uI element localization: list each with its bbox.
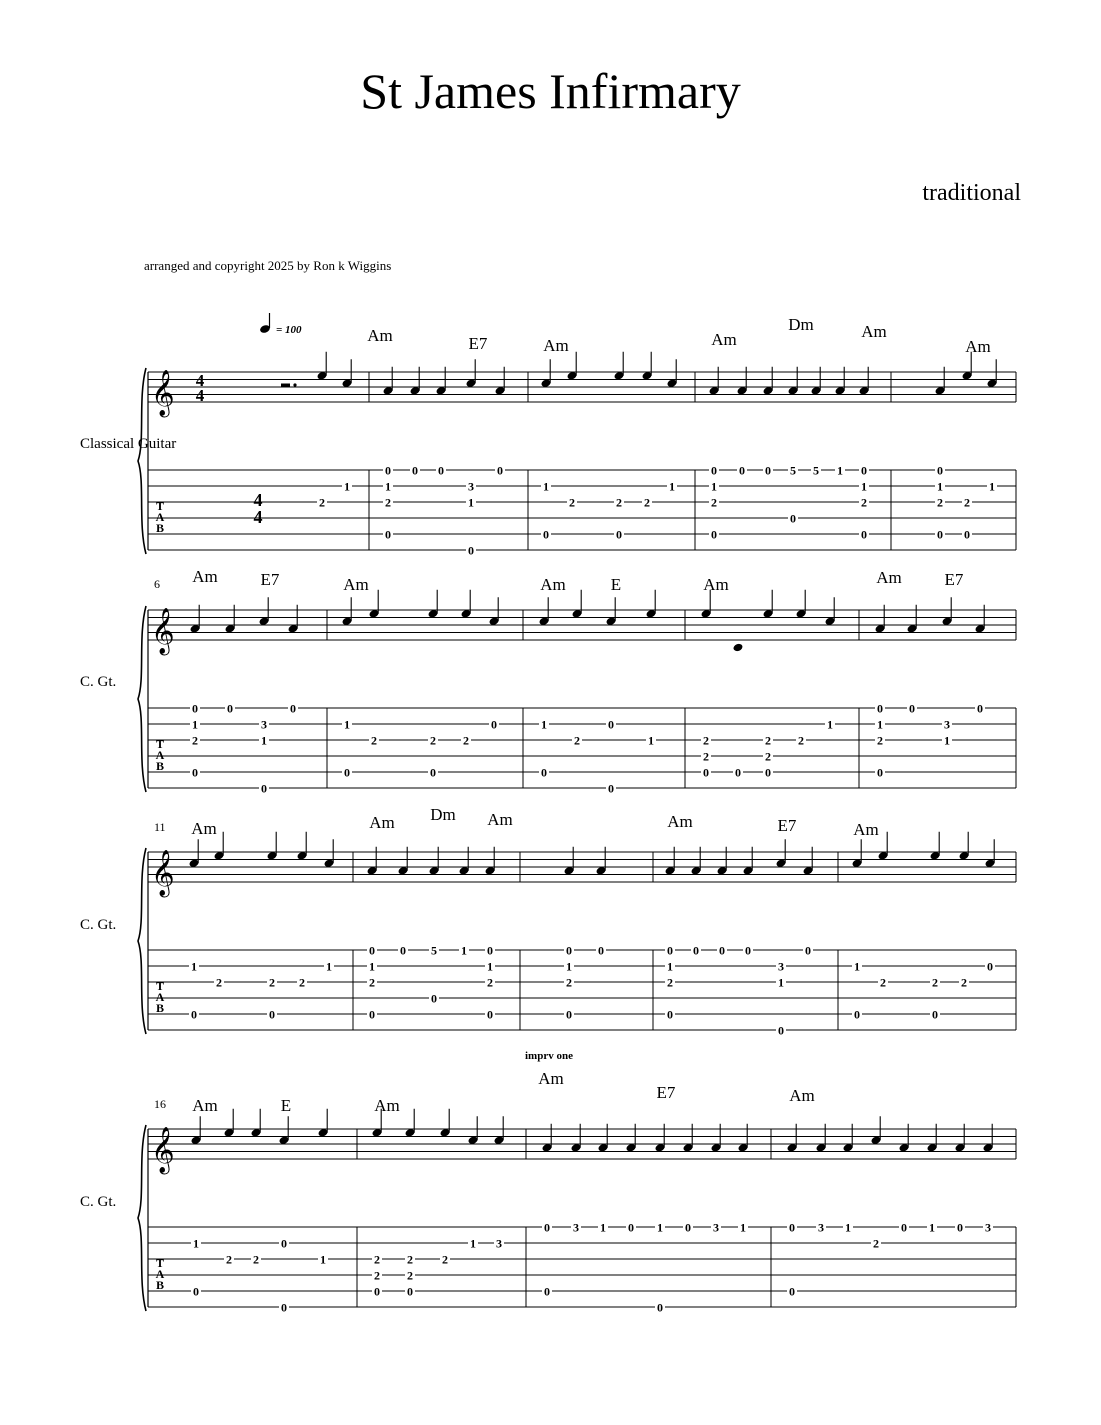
tab-number: 0 [765, 463, 771, 478]
tab-number: 2 [961, 975, 967, 990]
tab-number: 0 [431, 991, 437, 1006]
tab-number: 0 [854, 1007, 860, 1022]
tab-clef-letter: T [155, 737, 165, 751]
instrument-label: C. Gt. [80, 917, 117, 933]
tab-number: 2 [574, 733, 580, 748]
chord-symbol: E [610, 575, 622, 594]
tab-number: 2 [937, 495, 943, 510]
chord-symbol: Am [853, 820, 879, 839]
treble-clef-icon: 𝄞 [151, 370, 175, 415]
tab-number: 2 [616, 495, 622, 510]
tab-number: 0 [901, 1220, 907, 1235]
tab-number: 0 [497, 463, 503, 478]
rehearsal-mark: imprv one [525, 1050, 573, 1062]
tab-number: 0 [628, 1220, 634, 1235]
tab-clef-letter: A [155, 990, 165, 1004]
tab-clef-letter: B [155, 1278, 165, 1292]
tab-number: 0 [566, 943, 572, 958]
tab-number: 2 [880, 975, 886, 990]
tab-number: 1 [326, 959, 332, 974]
tab-clef-letter: A [155, 748, 165, 762]
tab-number: 0 [735, 765, 741, 780]
dot [293, 383, 296, 386]
tab-number: 1 [740, 1220, 746, 1235]
tab-number: 2 [319, 495, 325, 510]
tab-number: 2 [964, 495, 970, 510]
tab-number: 1 [944, 733, 950, 748]
tab-number: 2 [192, 733, 198, 748]
tab-number: 0 [685, 1220, 691, 1235]
measure [701, 575, 836, 780]
tab-number: 0 [790, 511, 796, 526]
tab-number: 1 [193, 1236, 199, 1251]
tab-number: 3 [818, 1220, 824, 1235]
tab-number: 1 [669, 479, 675, 494]
tab-clef-letter: T [155, 1256, 165, 1270]
tab-number: 1 [711, 479, 717, 494]
tab-number: 2 [566, 975, 572, 990]
tab-number: 1 [854, 959, 860, 974]
measure [564, 847, 607, 1022]
tab-clef-letter: T [155, 499, 165, 513]
treble-clef-icon: 𝄞 [151, 1127, 175, 1172]
system-3 [80, 805, 1016, 1038]
tab-number: 0 [667, 943, 673, 958]
tab-number: 0 [937, 463, 943, 478]
chord-symbol: Am [192, 1096, 218, 1115]
tab-number: 3 [713, 1220, 719, 1235]
tab-number: 0 [191, 1007, 197, 1022]
measure [875, 568, 986, 780]
tab-number: 0 [491, 717, 497, 732]
tab-number: 0 [937, 527, 943, 542]
tab-number: 0 [544, 1220, 550, 1235]
tab-number: 1 [468, 495, 474, 510]
chord-symbol: Am [369, 813, 395, 832]
tab-number: 3 [944, 717, 950, 732]
chord-symbol: Am [374, 1096, 400, 1115]
notehead-icon [733, 643, 744, 653]
tab-number: 1 [778, 975, 784, 990]
tab-number: 2 [385, 495, 391, 510]
tab-number: 3 [985, 1220, 991, 1235]
chord-symbol: Am [703, 575, 729, 594]
tab-number: 1 [192, 717, 198, 732]
tab-number: 2 [569, 495, 575, 510]
tab-number: 2 [873, 1236, 879, 1251]
chord-symbol: Am [965, 337, 991, 356]
tab-number: 0 [487, 1007, 493, 1022]
tab-number: 0 [861, 527, 867, 542]
tab-number: 0 [468, 543, 474, 558]
chord-symbol: E7 [777, 816, 797, 835]
measure [372, 1096, 505, 1299]
system-brace [138, 368, 146, 554]
tab-number: 0 [566, 1007, 572, 1022]
tab-number: 2 [703, 749, 709, 764]
tab-number: 1 [667, 959, 673, 974]
tab-number: 0 [711, 463, 717, 478]
tab-clef-letter: B [155, 521, 165, 535]
tab-number: 0 [412, 463, 418, 478]
tab-number: 1 [929, 1220, 935, 1235]
tab-number: 2 [299, 975, 305, 990]
tab-number: 0 [385, 463, 391, 478]
chord-symbol: E [280, 1096, 292, 1115]
tab-number: 1 [385, 479, 391, 494]
instrument-label: Classical Guitar [80, 436, 177, 452]
tab-number: 0 [192, 765, 198, 780]
system-2 [80, 567, 1016, 796]
tab-time-bottom: 4 [253, 507, 263, 527]
tab-number: 0 [430, 765, 436, 780]
tab-number: 5 [790, 463, 796, 478]
chord-symbol: Am [789, 1086, 815, 1105]
tab-number: 2 [644, 495, 650, 510]
tab-clef-letter: A [155, 1267, 165, 1281]
tempo-text: = 100 [276, 324, 302, 336]
tab-number: 1 [344, 479, 350, 494]
tab-number: 0 [977, 701, 983, 716]
tab-number: 0 [369, 1007, 375, 1022]
tab-number: 2 [407, 1252, 413, 1267]
tab-number: 0 [861, 463, 867, 478]
system-brace [138, 1125, 146, 1311]
tab-number: 2 [269, 975, 275, 990]
tab-number: 3 [468, 479, 474, 494]
tab-number: 0 [385, 527, 391, 542]
tab-number: 1 [837, 463, 843, 478]
tab-number: 0 [438, 463, 444, 478]
instrument-label: C. Gt. [80, 674, 117, 690]
chord-symbol: E7 [468, 334, 488, 353]
tab-number: 2 [703, 733, 709, 748]
measure [342, 575, 500, 780]
tab-time-top: 4 [253, 490, 263, 510]
measure [709, 315, 887, 542]
chord-symbol: E7 [944, 570, 964, 589]
tab-number: 0 [789, 1220, 795, 1235]
tab-number: 0 [400, 943, 406, 958]
tab-number: 2 [371, 733, 377, 748]
treble-clef-icon: 𝄞 [151, 850, 175, 895]
tab-number: 1 [470, 1236, 476, 1251]
tab-number: 0 [193, 1284, 199, 1299]
measure [541, 336, 678, 542]
tab-number: 0 [693, 943, 699, 958]
tab-number: 0 [407, 1284, 413, 1299]
system-brace [138, 606, 146, 792]
tab-number: 0 [608, 717, 614, 732]
tab-number: 0 [739, 463, 745, 478]
arranger-credit: arranged and copyright 2025 by Ron k Wiggins [144, 258, 392, 273]
tab-number: 1 [937, 479, 943, 494]
tab-number: 0 [719, 943, 725, 958]
chord-symbol: Dm [788, 315, 814, 334]
tab-number: 2 [430, 733, 436, 748]
tab-number: 0 [227, 701, 233, 716]
tab-number: 1 [369, 959, 375, 974]
tab-number: 2 [765, 749, 771, 764]
chord-symbol: Am [543, 336, 569, 355]
tab-number: 0 [789, 1284, 795, 1299]
chord-symbol: Am [191, 819, 217, 838]
measure-number: 6 [154, 577, 160, 591]
tab-number: 0 [667, 1007, 673, 1022]
tab-number: 1 [461, 943, 467, 958]
tab-number: 1 [543, 479, 549, 494]
tab-number: 1 [827, 717, 833, 732]
tab-number: 2 [932, 975, 938, 990]
instrument-label: C. Gt. [80, 1194, 117, 1210]
chord-symbol: Am [540, 575, 566, 594]
tab-number: 3 [261, 717, 267, 732]
tab-number: 2 [798, 733, 804, 748]
tab-number: 1 [191, 959, 197, 974]
chord-symbol: Am [538, 1069, 564, 1088]
tab-number: 2 [487, 975, 493, 990]
tab-number: 0 [964, 527, 970, 542]
tab-number: 1 [487, 959, 493, 974]
tab-number: 0 [877, 765, 883, 780]
chord-symbol: Am [343, 575, 369, 594]
tab-number: 1 [877, 717, 883, 732]
tab-number: 2 [667, 975, 673, 990]
measure [189, 819, 335, 1022]
tab-number: 1 [657, 1220, 663, 1235]
tab-number: 2 [861, 495, 867, 510]
tab-number: 2 [374, 1252, 380, 1267]
tab-number: 2 [442, 1252, 448, 1267]
tab-number: 1 [861, 479, 867, 494]
tab-number: 5 [431, 943, 437, 958]
tab-number: 3 [573, 1220, 579, 1235]
tab-number: 0 [192, 701, 198, 716]
tab-number: 3 [496, 1236, 502, 1251]
tab-number: 1 [566, 959, 572, 974]
tab-number: 0 [778, 1023, 784, 1038]
measure-number: 11 [154, 820, 166, 834]
chord-symbol: Am [876, 568, 902, 587]
chord-symbol: Am [487, 810, 513, 829]
tab-clef-letter: A [155, 510, 165, 524]
tab-number: 0 [487, 943, 493, 958]
chord-symbol: Am [192, 567, 218, 586]
tab-number: 0 [543, 527, 549, 542]
tab-number: 0 [703, 765, 709, 780]
system-1 [80, 315, 1016, 558]
score-title: St James Infirmary [360, 63, 741, 119]
tab-number: 0 [269, 1007, 275, 1022]
chord-symbol: Dm [430, 805, 456, 824]
tab-number: 0 [932, 1007, 938, 1022]
tab-number: 0 [765, 765, 771, 780]
tab-number: 0 [877, 701, 883, 716]
tab-number: 0 [281, 1300, 287, 1315]
tab-number: 2 [226, 1252, 232, 1267]
tab-number: 1 [320, 1252, 326, 1267]
chord-symbol: E7 [260, 570, 280, 589]
tab-clef-letter: B [155, 1001, 165, 1015]
system-4 [80, 1050, 1016, 1315]
tab-number: 0 [657, 1300, 663, 1315]
tab-number: 0 [957, 1220, 963, 1235]
measure [367, 805, 513, 1022]
tab-number: 2 [463, 733, 469, 748]
tab-number: 0 [598, 943, 604, 958]
tab-number: 1 [845, 1220, 851, 1235]
tab-number: 3 [778, 959, 784, 974]
tab-number: 0 [616, 527, 622, 542]
tab-number: 0 [711, 527, 717, 542]
tab-number: 2 [369, 975, 375, 990]
time-signature-bottom: 4 [195, 386, 205, 405]
measure [665, 812, 814, 1038]
tab-number: 2 [407, 1268, 413, 1283]
tab-number: 1 [989, 479, 995, 494]
measure [787, 1086, 994, 1299]
tab-number: 0 [805, 943, 811, 958]
measure [367, 326, 505, 558]
tab-number: 2 [765, 733, 771, 748]
tab-number: 0 [541, 765, 547, 780]
tab-number: 2 [216, 975, 222, 990]
time-signature-top: 4 [195, 371, 205, 390]
tab-number: 1 [344, 717, 350, 732]
measure [852, 820, 996, 1022]
measure [190, 567, 299, 796]
chord-symbol: Am [367, 326, 393, 345]
chord-symbol: Am [667, 812, 693, 831]
tab-number: 2 [711, 495, 717, 510]
tab-number: 5 [813, 463, 819, 478]
tab-number: 0 [374, 1284, 380, 1299]
tab-number: 0 [369, 943, 375, 958]
tab-number: 1 [261, 733, 267, 748]
tab-number: 1 [541, 717, 547, 732]
treble-clef-icon: 𝄞 [151, 608, 175, 653]
measure [539, 575, 657, 796]
tab-number: 0 [544, 1284, 550, 1299]
tab-number: 2 [374, 1268, 380, 1283]
chord-symbol: Am [861, 322, 887, 341]
chord-symbol: E7 [656, 1083, 676, 1102]
tab-number: 0 [909, 701, 915, 716]
tab-number: 1 [600, 1220, 606, 1235]
tab-number: 0 [344, 765, 350, 780]
tab-number: 2 [253, 1252, 259, 1267]
half-rest-icon [281, 384, 290, 388]
tab-number: 0 [745, 943, 751, 958]
tab-number: 0 [987, 959, 993, 974]
tab-number: 0 [261, 781, 267, 796]
tempo-marking [259, 313, 302, 336]
composer: traditional [922, 180, 1021, 206]
tab-number: 0 [290, 701, 296, 716]
tab-number: 0 [281, 1236, 287, 1251]
tab-number: 1 [648, 733, 654, 748]
measure [538, 1069, 748, 1315]
system-brace [138, 848, 146, 1034]
tab-clef-letter: T [155, 979, 165, 993]
tab-clef-letter: B [155, 759, 165, 773]
measure [935, 337, 998, 542]
measure-number: 16 [154, 1097, 166, 1111]
chord-symbol: Am [711, 330, 737, 349]
tab-number: 0 [608, 781, 614, 796]
tab-number: 2 [877, 733, 883, 748]
